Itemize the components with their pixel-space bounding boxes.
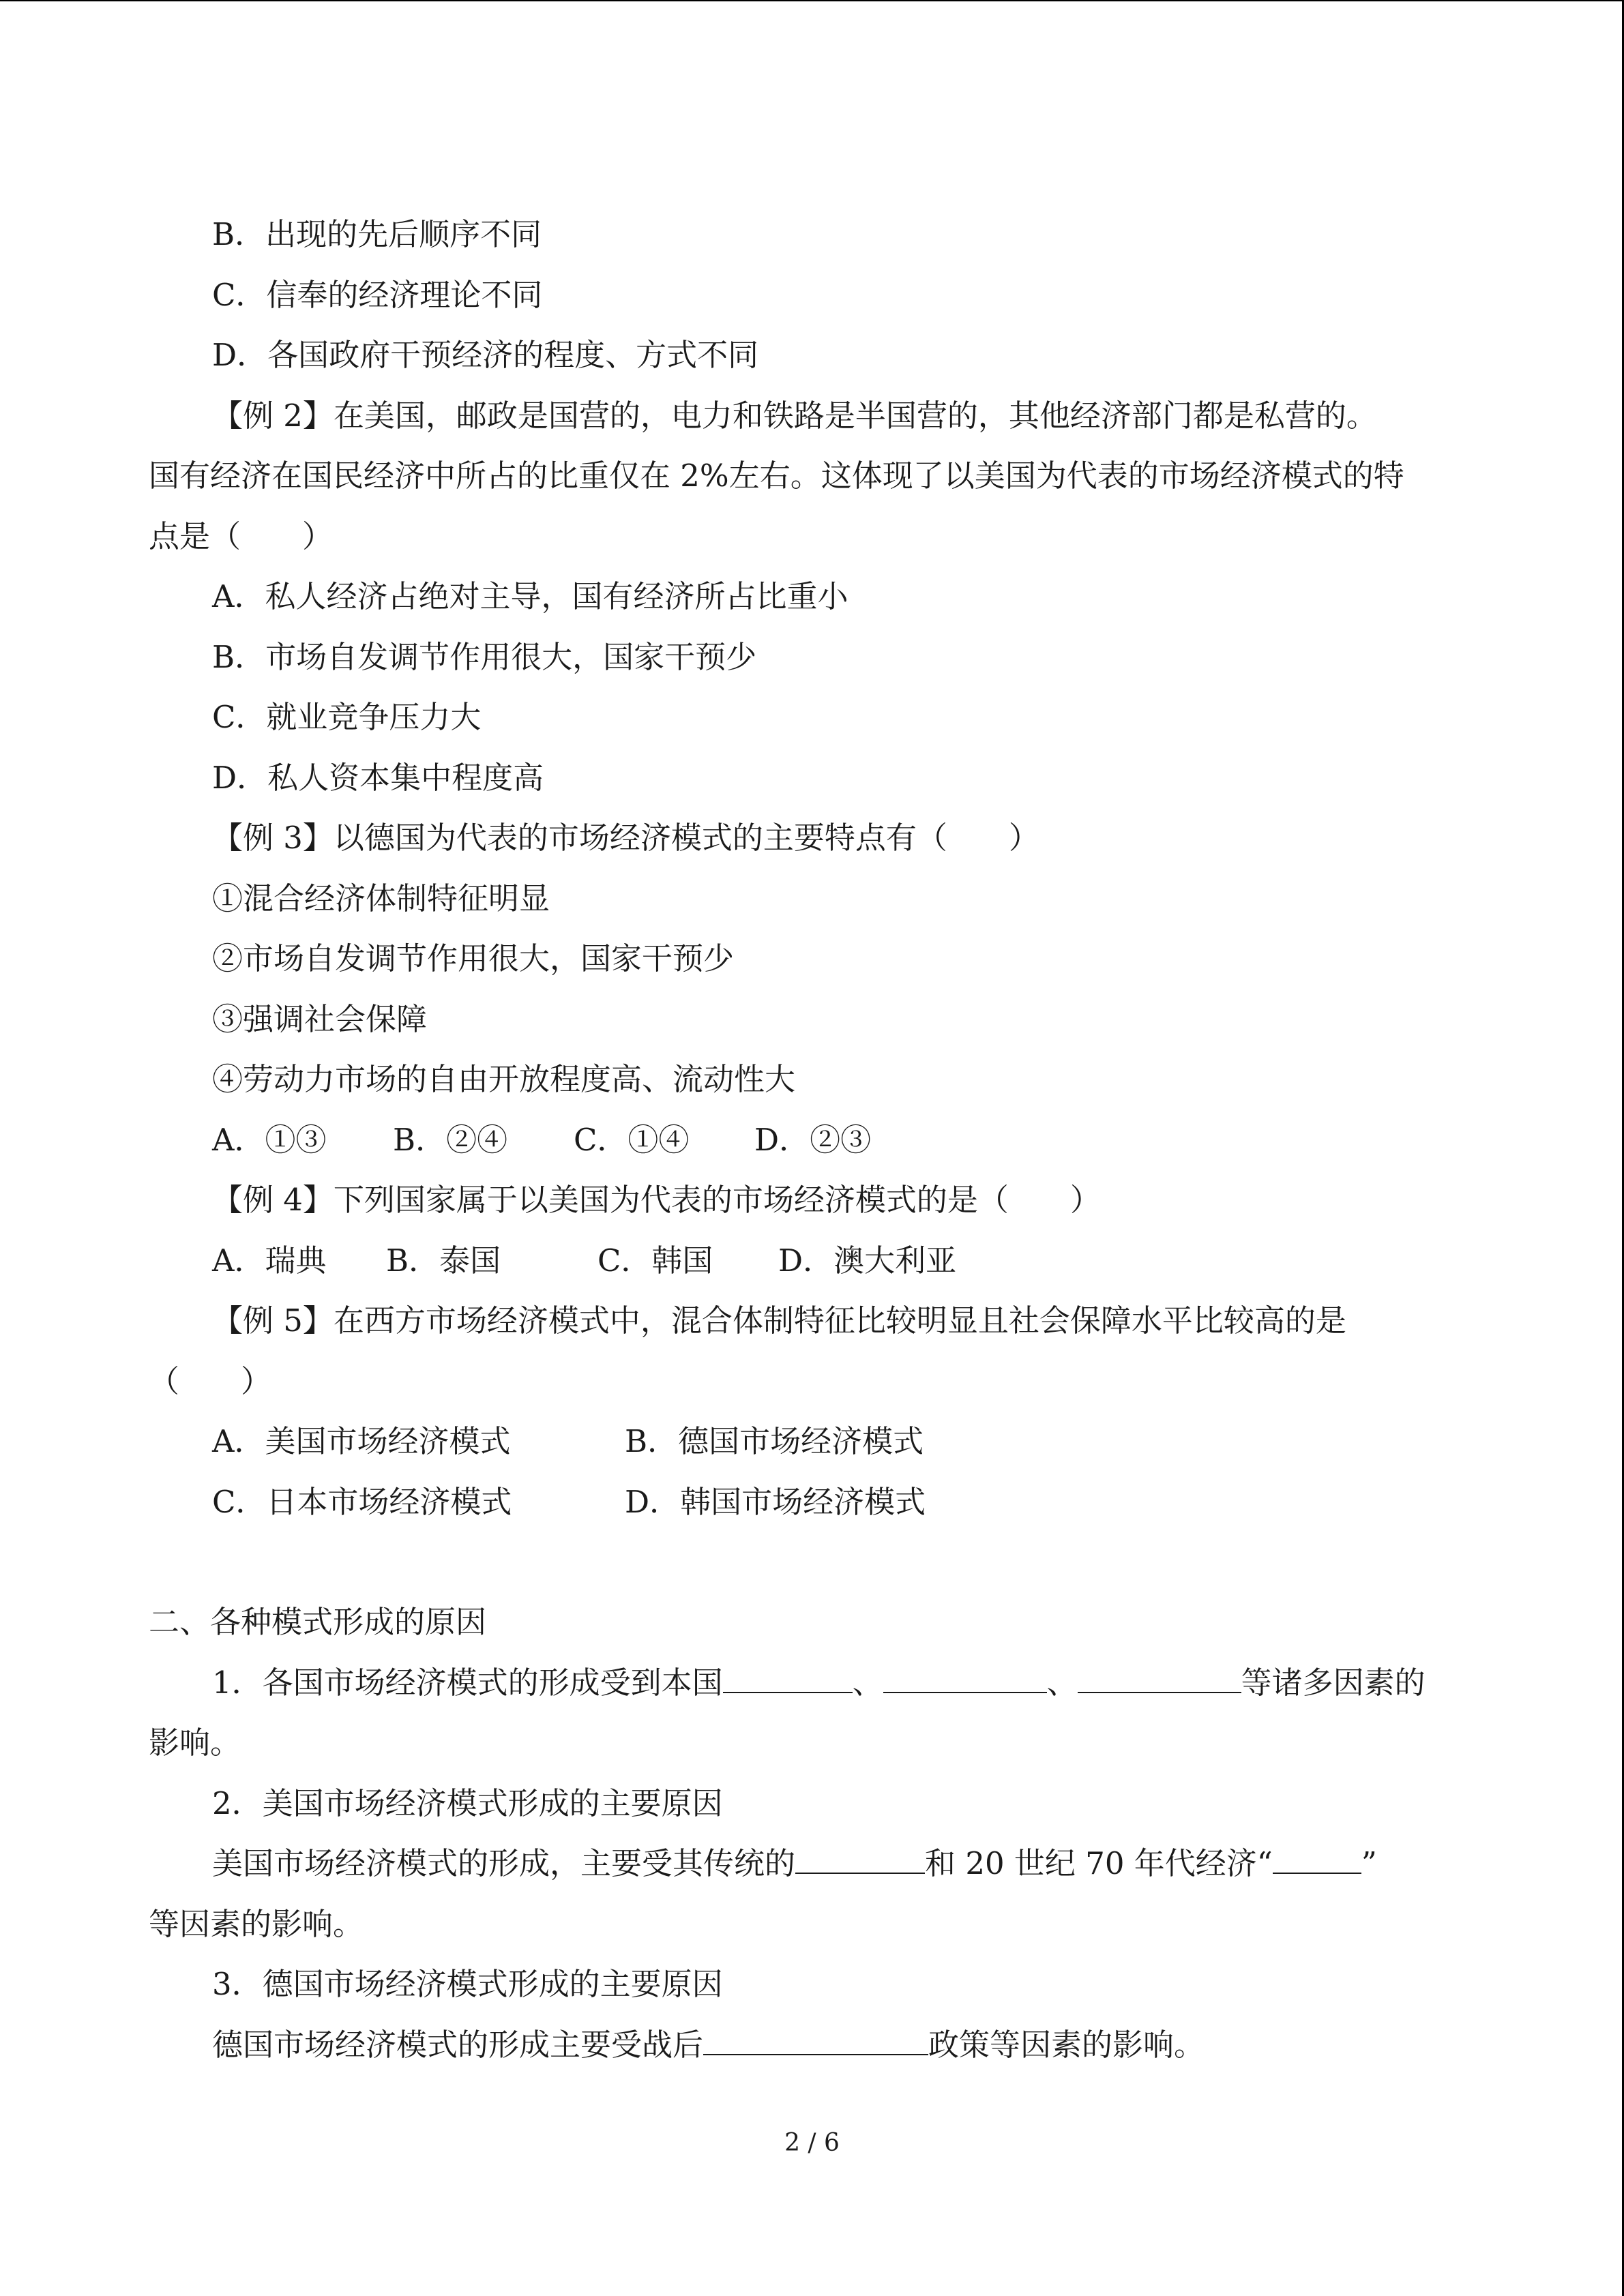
item-1-sep-2: 、	[1046, 1664, 1078, 1701]
example-5-stem-line-2: （ ）	[149, 1362, 272, 1399]
page-number: 2 / 6	[784, 2129, 840, 2157]
item-2-line-1	[149, 1834, 1486, 1894]
item-3-text-post: 政策等因素的影响。	[928, 2026, 1205, 2063]
option-c-theory: C．信奉的经济理论不同	[212, 276, 543, 313]
item-3-line-1	[149, 2015, 1486, 2076]
item-3-text-pre: 德国市场经济模式的形成主要受战后	[212, 2026, 704, 2063]
fill-blank-2[interactable]	[883, 1665, 1047, 1693]
example-2-option-d: D．私人资本集中程度高	[212, 759, 544, 796]
example-5-option-a: A．美国市场经济模式	[212, 1423, 511, 1459]
example-4-option-b: B．泰国	[386, 1242, 501, 1279]
example-5-options-row-2	[149, 1472, 1486, 1533]
example-2-option-b: B．市场自发调节作用很大，国家干预少	[212, 638, 757, 675]
item-2-text-mid: 和 20 世纪 70 年代经济“	[925, 1845, 1273, 1881]
example-3-options	[149, 1110, 1486, 1171]
example-2-stem-line-1: 【例 2】在美国，邮政是国营的，电力和铁路是半国营的，其他经济部门都是私营的。	[212, 397, 1377, 434]
top-border	[0, 0, 1624, 1]
example-3-statement-4: ④劳动力市场的自由开放程度高、流动性大	[212, 1061, 796, 1097]
example-4-option-a: A．瑞典	[212, 1242, 327, 1279]
example-5-option-c: C．日本市场经济模式	[212, 1483, 512, 1520]
example-3-stem: 【例 3】以德国为代表的市场经济模式的主要特点有（ ）	[212, 820, 1039, 856]
item-1-text-post: 等诸多因素的	[1241, 1664, 1426, 1701]
item-3-heading: 3．德国市场经济模式形成的主要原因	[212, 1966, 723, 2002]
item-1-line-1	[149, 1653, 1486, 1714]
example-3-statement-2: ②市场自发调节作用很大，国家干预少	[212, 940, 735, 976]
example-2-stem-line-3: 点是（ ）	[149, 518, 334, 554]
example-3-option-c: C．①④	[574, 1121, 690, 1158]
example-5-options-row-1	[149, 1412, 1486, 1472]
item-1-line-2: 影响。	[149, 1725, 241, 1761]
item-2-text-post: ”	[1361, 1845, 1377, 1881]
item-2-line-2: 等因素的影响。	[149, 1905, 364, 1942]
example-3-option-d: D．②③	[754, 1121, 872, 1158]
example-4-options	[149, 1231, 1486, 1292]
option-d-intervention: D．各国政府干预经济的程度、方式不同	[212, 337, 759, 373]
option-b-order: B．出现的先后顺序不同	[212, 216, 542, 252]
fill-blank-3[interactable]	[1078, 1665, 1241, 1693]
fill-blank-1[interactable]	[723, 1665, 853, 1693]
fill-blank-6[interactable]	[703, 2027, 928, 2055]
fill-blank-5[interactable]	[1273, 1845, 1361, 1874]
item-1-sep-1: 、	[852, 1664, 883, 1701]
example-3-statement-3: ③强调社会保障	[212, 1000, 428, 1037]
example-2-stem-line-2: 国有经济在国民经济中所占的比重仅在 2%左右。这体现了以美国为代表的市场经济模式的特	[149, 458, 1404, 494]
example-4-stem: 【例 4】下列国家属于以美国为代表的市场经济模式的是（ ）	[212, 1182, 1101, 1218]
example-4-option-d: D．澳大利亚	[778, 1242, 957, 1279]
example-3-statement-1: ①混合经济体制特征明显	[212, 880, 550, 916]
fill-blank-4[interactable]	[795, 1845, 925, 1874]
example-3-option-b: B．②④	[393, 1121, 508, 1158]
example-3-option-a: A．①③	[212, 1121, 327, 1158]
example-2-option-c: C．就业竞争压力大	[212, 699, 482, 735]
example-5-option-b: B．德国市场经济模式	[625, 1423, 924, 1459]
item-2-text-pre: 美国市场经济模式的形成，主要受其传统的	[212, 1845, 796, 1881]
example-4-option-c: C．韩国	[597, 1242, 713, 1279]
example-2-option-a: A．私人经济占绝对主导，国有经济所占比重小	[212, 578, 848, 614]
page-content	[149, 205, 1486, 2075]
example-5-option-d: D．韩国市场经济模式	[625, 1483, 926, 1520]
item-2-heading: 2．美国市场经济模式形成的主要原因	[212, 1785, 723, 1821]
item-1-text-pre: 1．各国市场经济模式的形成受到本国	[212, 1664, 723, 1701]
section-2-heading: 二、各种模式形成的原因	[149, 1604, 487, 1640]
example-5-stem-line-1: 【例 5】在西方市场经济模式中，混合体制特征比较明显且社会保障水平比较高的是	[212, 1302, 1346, 1339]
section-gap	[149, 1532, 1486, 1592]
